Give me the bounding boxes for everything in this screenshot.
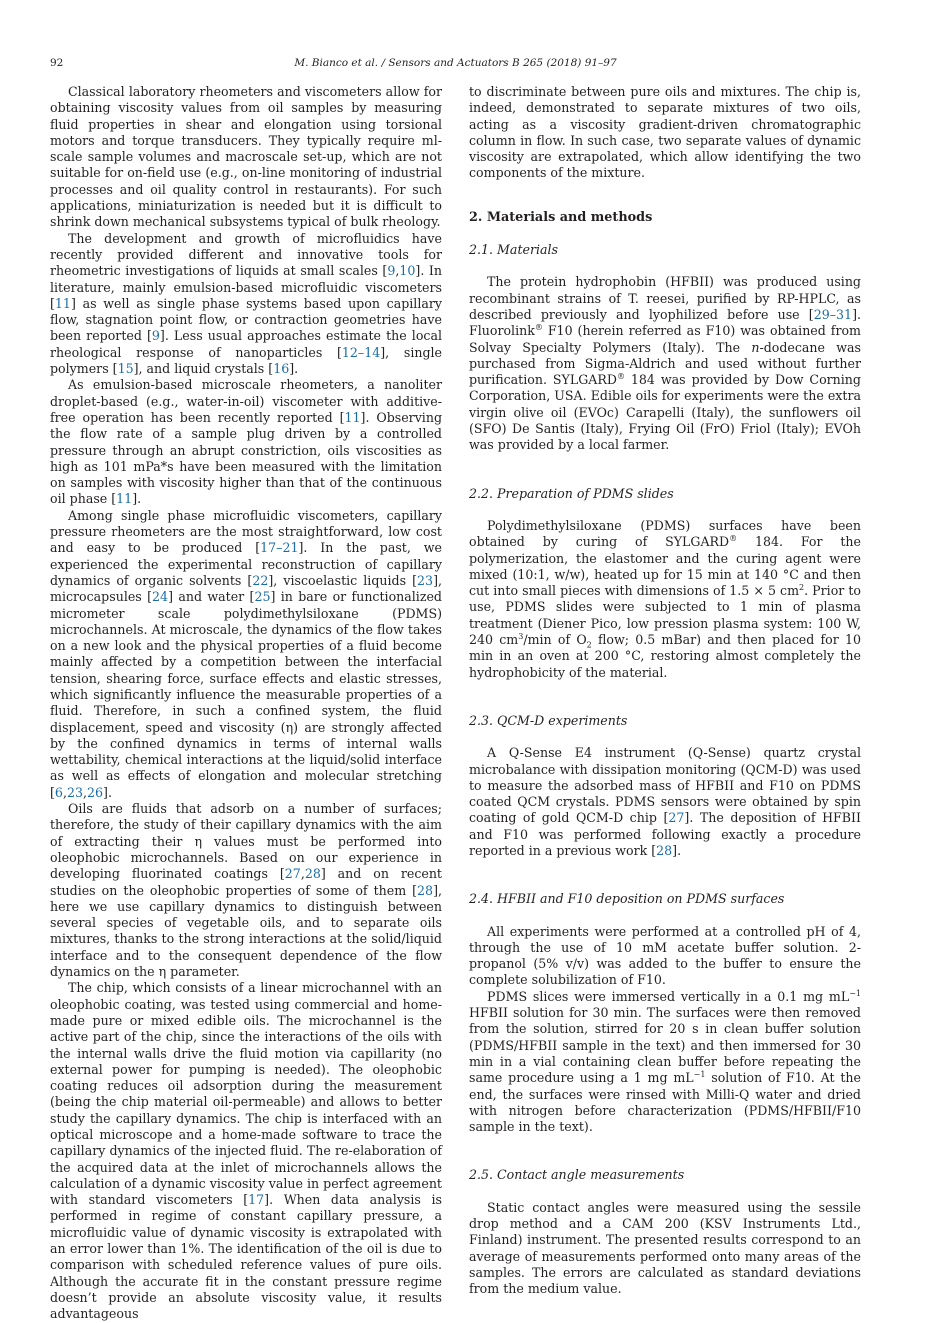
- subsection-heading: 2.3. QCM-D experiments: [469, 712, 628, 728]
- citation-link[interactable]: 6: [54, 784, 63, 800]
- citation-link[interactable]: 29–31: [813, 306, 853, 322]
- paragraph: PDMS slices were immersed vertically in a 0.1 mg $mL^{-1}$ HFBII solution for 30 min. The surfaces were then removed from the solution, stirred for 20 s in clean buffer solution (PDMS/HFBII sample in the text) and then immersed for 30 min in a vial containing clean buffer before repeating the same procedure using a 1 mg $mL^{-1}$ solution of F10. At the end, the surfaces were rinsed with Milli-Q water and dried with nitrogen before characterization (PDMS/HFBII/F10 sample in the text).: [469, 988, 861, 1135]
- citation-link[interactable]: 16: [273, 361, 290, 377]
- paragraph: Classical laboratory rheometers and viscometers allow for obtaining viscosity values from oil samples by measuring fluid properties in shear and elongation using torsional motors and torque transducers. They typically require ml-scale sample volumes and macroscale set-up, which are not suitable for on-field use (e.g., on-line monitoring of industrial processes and oil quality control in restaurants). For such applications, miniaturization is needed but it is difficult to shrink down mechanical subsystems typical of bulk rheology.: [50, 84, 442, 230]
- citation-link[interactable]: 27: [668, 810, 685, 826]
- subsection-heading: 2.4. HFBII and F10 deposition on PDMS surfaces: [469, 891, 785, 907]
- citation-link[interactable]: 26: [87, 784, 104, 800]
- citation-link[interactable]: 17–21: [260, 540, 299, 556]
- citation-link[interactable]: 12–14: [341, 344, 381, 360]
- page-number: 92: [50, 57, 64, 69]
- paragraph: A Q-Sense E4 instrument (Q-Sense) quartz crystal microbalance with dissipation monitoring (QCM-D) was used to measure the adsorbed mass of HFBII and F10 on PDMS coated QCM crystals. PDMS sensors were obtained by spin coating of gold QCM-D chip [27]. The deposition of HFBII and F10 was performed following exactly a procedure reported in a previous work [28].: [469, 745, 861, 858]
- paragraph: Polydimethylsiloxane (PDMS) surfaces have been obtained by curing of SYLGARD® 184. For the polymerization, the elastomer and the curing agent were mixed (10:1, w/w), heated up for 15 min at 140 °C and then cut into small pieces with dimensions of 1.5 × 5 $cm^2$. Prior to use, PDMS slides were subjected to 1 min of plasma treatment (Diener Pico, low pression plasma system: 100 W, 240 $cm^3/\min$ of $O_2$ flow; 0.5 mBar) and then placed for 10 min in an oven at 200 °C, restoring almost completely the hydrophobicity of the material.: [469, 517, 861, 680]
- citation-link[interactable]: 28: [656, 842, 673, 858]
- paragraph: Oils are fluids that adsorb on a number of surfaces; therefore, the study of their capillary dynamics with the aim of extracting their η values must be performed into oleophobic microchannels. Based on our experience in developing fluorinated coatings [27,28] and on recent studies on the oleophobic properties of some of them [28], here we use capillary dynamics to distinguish between several species of vegetable oils, and to separate oils mixtures, thanks to the strong interactions at the solid/liquid interface and to the consequent dependence of the flow dynamics on the η parameter.: [50, 801, 442, 980]
- subsection-heading: 2.2. Preparation of PDMS slides: [469, 485, 674, 501]
- citation-link[interactable]: 22: [252, 572, 269, 588]
- citation-link[interactable]: 23: [66, 784, 83, 800]
- section-heading: 2. Materials and methods: [469, 209, 653, 225]
- right-column: [469, 84, 861, 1298]
- citation-link[interactable]: 10: [399, 263, 416, 279]
- paragraph: The development and growth of microfluidics have recently provided different and innovative tools for rheometric investigations of liquids at small scales [9,10]. In literature, mainly emulsion-based microfluidic viscometers [11] as well as single phase systems based upon capillary flow, stagnation point flow, or contraction geometries have been reported [9]. Less usual approaches estimate the local rheological response of nanoparticles [12–14], single polymers [15], and liquid crystals [16].: [50, 230, 442, 377]
- paragraph: to discriminate between pure oils and mixtures. The chip is, indeed, demonstrated to separate mixtures of two oils, acting as a viscosity gradient-driven chromatographic column in flow. In such case, two separate values of dynamic viscosity are extrapolated, which allow identifying the two components of the mixture.: [469, 84, 861, 181]
- citation-link[interactable]: 27: [284, 866, 301, 882]
- paragraph: All experiments were performed at a controlled pH of 4, through the use of 10 mM acetate buffer solution. 2-propanol (5% v/v) was added to the buffer to ensure the complete solubilization of F10.: [469, 923, 861, 988]
- citation-link[interactable]: 24: [152, 589, 169, 605]
- running-title: M. Bianco et al. / Sensors and Actuators B 265 (2018) 91–97: [294, 57, 617, 69]
- citation-link[interactable]: 9: [151, 328, 160, 344]
- citation-link[interactable]: 11: [54, 295, 71, 311]
- subsection-heading: 2.1. Materials: [469, 242, 558, 258]
- citation-link[interactable]: 25: [254, 589, 271, 605]
- citation-link[interactable]: 9: [387, 263, 396, 279]
- citation-link[interactable]: 15: [117, 361, 134, 377]
- paragraph: Among single phase microfluidic viscometers, capillary pressure rheometers are the most straightforward, low cost and easy to be produced [17–21]. In the past, we experienced the experimental reconstruction of capillary dynamics of organic solvents [22], viscoelastic liquids [23], microcapsules [24] and water [25] in bare or functionalized micrometer scale polydimethylsiloxane (PDMS) microchannels. At microscale, the dynamics of the flow takes on a new look and the physical properties of a fluid become mainly affected by a competition between the interfacial tension, shearing force, surface effects and elastic stresses, which significantly influence the measurable properties of a fluid. Therefore, in such a confined system, the fluid displacement, speed and viscosity (η) are strongly affected by the confined dynamics in terms of internal walls wettability, chemical interactions at the liquid/solid interface as well as effects of elongation and molecular stretching [6,23,26].: [50, 507, 442, 800]
- paragraph: The chip, which consists of a linear microchannel with an oleophobic coating, was tested using commercial and home-made pure or mixed edible oils. The microchannel is the active part of the chip, since the interactions of the oils with the internal walls drive the fluid motion via capillarity (no external power for pumping is needed). The oleophobic coating reduces oil adsorption during the measurement (being the chip material oil-permeable) and allows to better study the capillary dynamics. The chip is interfaced with an optical microscope and a home-made software to trace the capillary dynamics of the injected fluid. The re-elaboration of the acquired data at the inlet of microchannels allows the calculation of a dynamic viscosity value in perfect agreement with standard viscometers [17]. When data analysis is performed in regime of constant capillary pressure, a microfluidic value of dynamic viscosity is extrapolated with an error lower than 1%. The identification of the oil is due to comparison with scheduled reference values of pure oils. Although the accurate fit in the constant pressure regime doesn’t provide an absolute viscosity value, it results advantageous: [50, 980, 442, 1322]
- paragraph: As emulsion-based microscale rheometers, a nanoliter droplet-based (e.g., water-in-oil) viscometer with additive-free operation has been recently reported [11]. Observing the flow rate of a sample plug driven by a controlled pressure through an abrupt constriction, oils viscosities as high as 101 mPa*s have been measured with the limitation on samples with viscosity higher than that of the continuous oil phase [11].: [50, 377, 443, 507]
- left-column: [50, 84, 442, 1323]
- citation-link[interactable]: 17: [248, 1192, 265, 1208]
- citation-link[interactable]: 11: [344, 409, 361, 425]
- citation-link[interactable]: 23: [417, 572, 434, 588]
- paragraph: The protein hydrophobin (HFBII) was produced using recombinant strains of T. reesei, purified by RP-HPLC, as described previously and lyophilized before use [29–31]. Fluorolink® F10 (herein referred as F10) was obtained from Solvay Specialty Polymers (Italy). The n-dodecane was purchased from Sigma-Aldrich and used without further purification. SYLGARD® 184 was provided by Dow Corning Corporation, USA. Edible oils for experiments were the extra virgin olive oil (EVOc) Carapelli (Italy), the sunflowers oil (SFO) De Santis (Italy), Frying Oil (FrO) Friol (Italy); EVOh was provided by a local farmer.: [469, 274, 861, 453]
- citation-link[interactable]: 28: [417, 882, 434, 898]
- subsection-heading: 2.5. Contact angle measurements: [469, 1167, 685, 1183]
- running-header: [50, 56, 861, 70]
- paragraph: Static contact angles were measured using the sessile drop method and a CAM 200 (KSV Instruments Ltd., Finland) instrument. The presented results correspond to an average of measurements performed onto many areas of the samples. The errors are calculated as standard deviations from the medium value.: [469, 1199, 861, 1297]
- citation-link[interactable]: 11: [116, 491, 133, 507]
- citation-link[interactable]: 28: [304, 866, 321, 882]
